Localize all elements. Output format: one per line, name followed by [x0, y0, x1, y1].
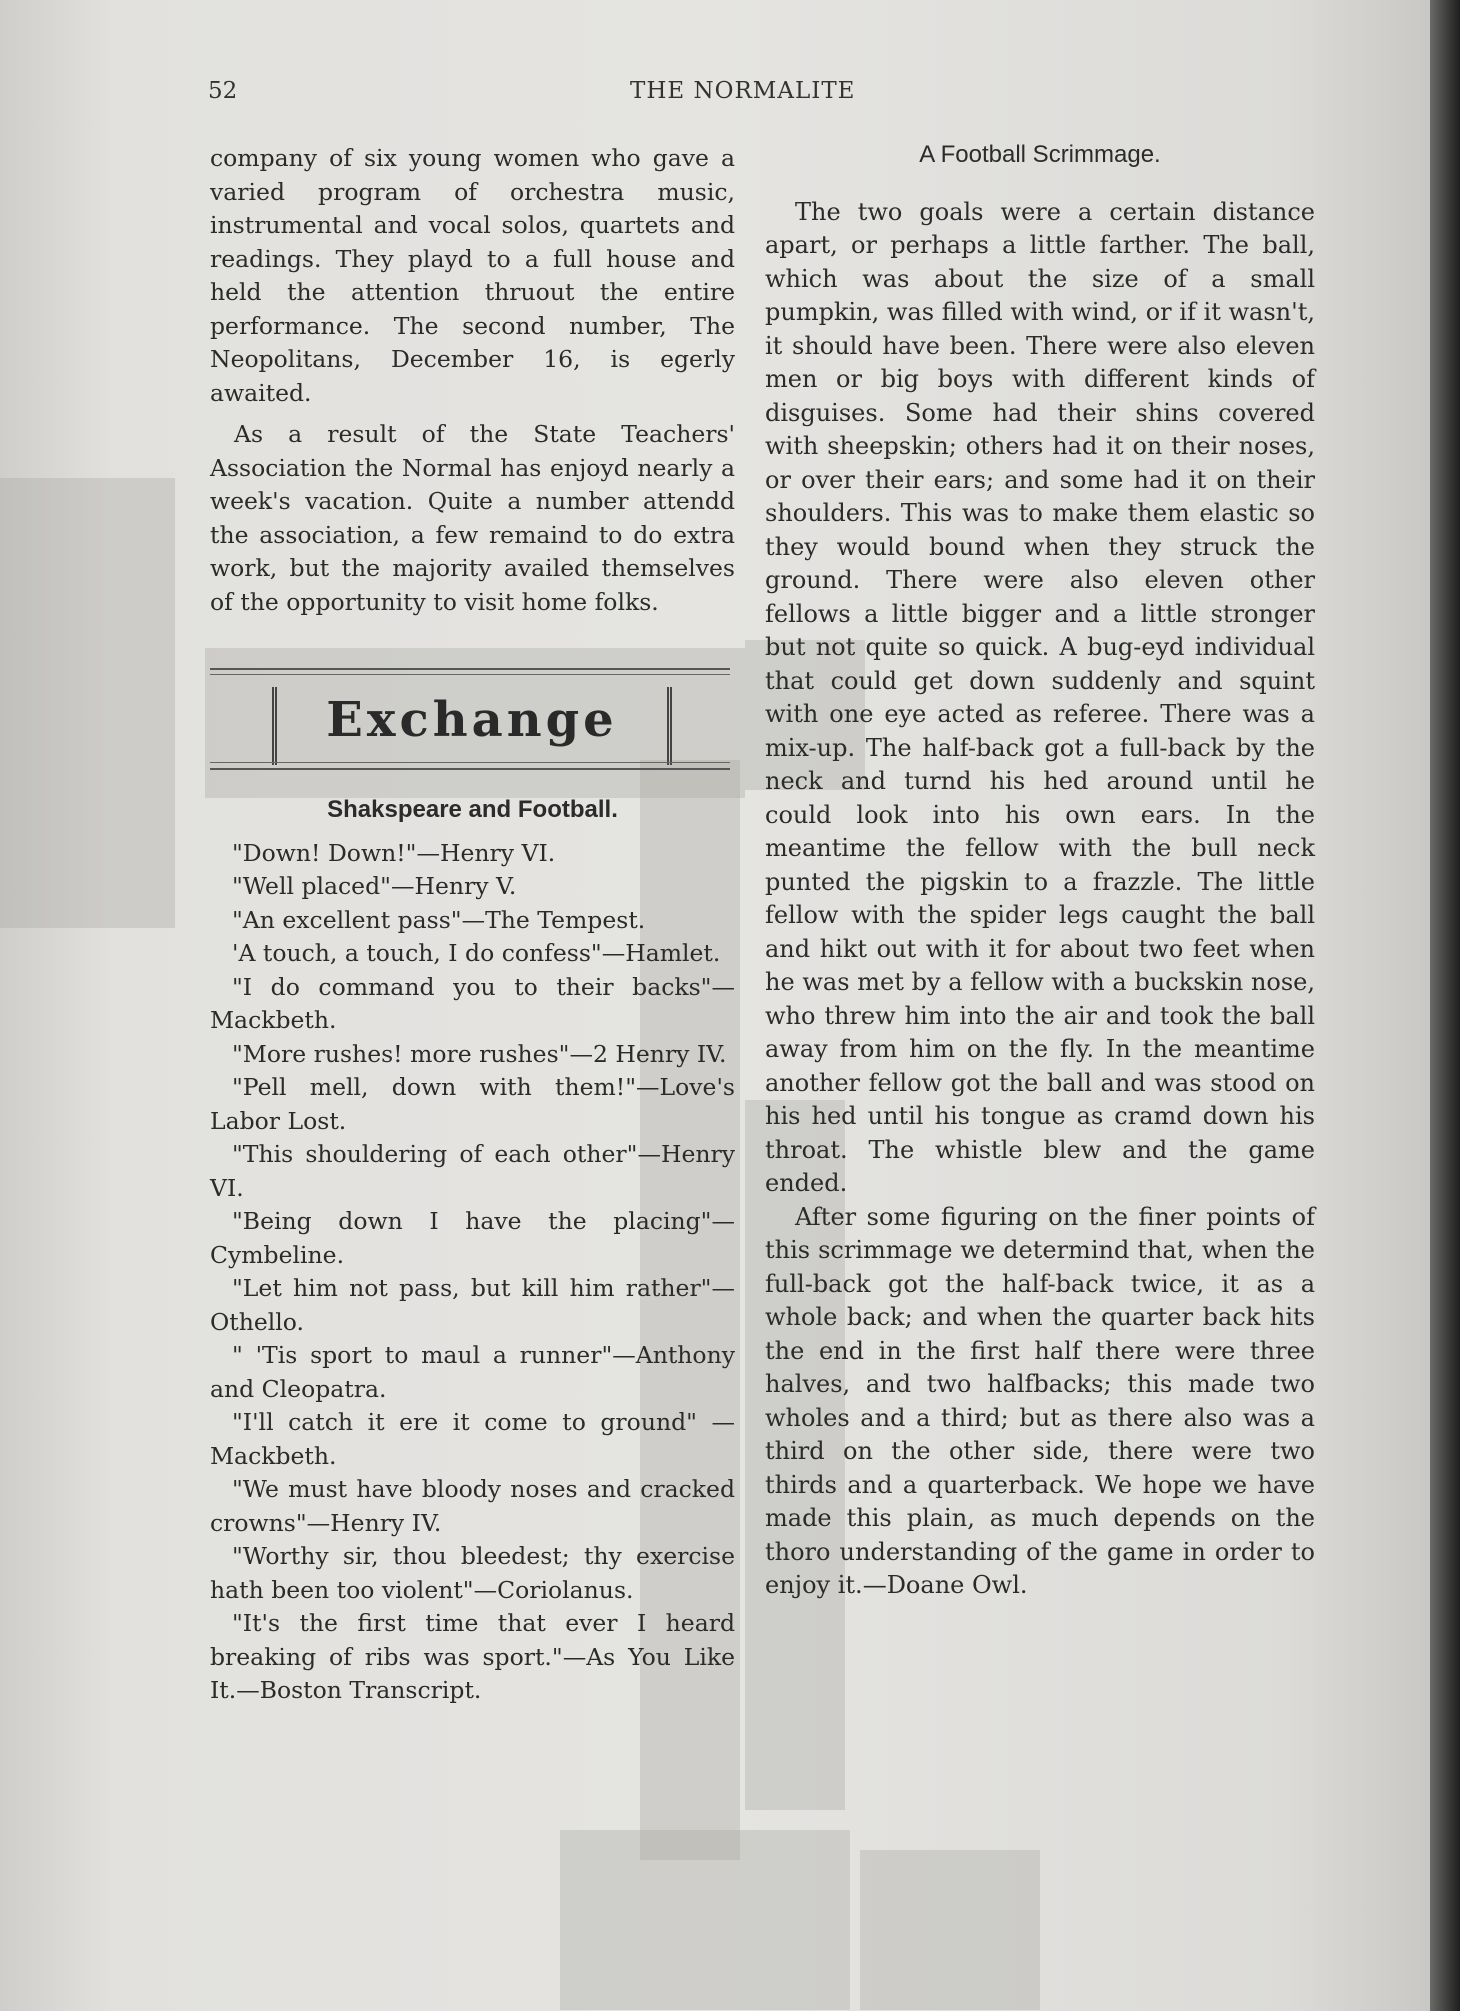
- shakspeare-quotes: [210, 793, 735, 1708]
- quote: "Being down I have the placing"—Cymbeline.: [210, 1207, 735, 1269]
- page-title: THE NORMALITE: [630, 78, 856, 104]
- page-edge-shadow: [1430, 0, 1460, 2011]
- quote: "An excellent pass"—The Tempest.: [232, 905, 646, 934]
- divider: [210, 762, 730, 763]
- page-number: 52: [208, 78, 238, 104]
- tape-strip: [0, 478, 175, 928]
- quote: " 'Tis sport to maul a runner"—Anthony and Cleopatra.: [210, 1341, 735, 1403]
- left-column-text: [210, 142, 735, 619]
- quote: "Well placed"—Henry V.: [232, 872, 517, 900]
- tape-strip: [860, 1850, 1040, 2010]
- quote: "It's the first time that ever I heard breaking of ribs was sport."—As You Like It.—Boston Transcript.: [210, 1609, 735, 1704]
- quote: "Worthy sir, thou bleedest; thy exercise hath been too violent"—Coriolanus.: [210, 1542, 735, 1604]
- section-subtitle: Shakspeare and Football.: [327, 796, 618, 823]
- quote: "Pell mell, down with them!"—Love's Labor Lost.: [210, 1073, 735, 1135]
- paragraph: As a result of the State Teachers' Association the Normal has enjoyd nearly a week's vacation. Quite a number attendd the association, a few remaind to do extra work, but the majority availed themselves of the opportunity to visit home folks.: [210, 420, 735, 616]
- quote: "This shouldering of each other"—Henry VI.: [210, 1140, 735, 1202]
- paragraph: After some figuring on the finer points of this scrimmage we determind that, when the full-back got the half-back twice, it as a whole back; and when the quarter back hits the end in the first half there were three halves, and two halfbacks; this made two wholes and a third; but as there also was a third on the other side, there were two thirds and a quarterback. We hope we have made this plain, as much depends on the thoro understanding of the game in order to enjoy it.—Doane Owl.: [765, 1202, 1315, 1599]
- football-scrimmage-article: [765, 138, 1315, 1603]
- divider: [210, 674, 730, 675]
- quote: 'A touch, a touch, I do confess"—Hamlet.: [232, 939, 721, 967]
- quote: "We must have bloody noses and cracked crowns"—Henry IV.: [210, 1475, 735, 1537]
- article-title: A Football Scrimmage.: [919, 141, 1161, 168]
- tape-strip: [560, 1830, 850, 2010]
- quote: "Let him not pass, but kill him rather"—Othello.: [210, 1274, 735, 1336]
- exchange-banner: Exchange: [326, 692, 618, 748]
- quote: "Down! Down!"—Henry VI.: [232, 838, 556, 867]
- quote: "I do command you to their backs"—Mackbeth.: [210, 972, 735, 1034]
- divider: [210, 668, 730, 670]
- paragraph: company of six young women who gave a varied program of orchestra music, instrumental and vocal solos, quartets and readings. They playd to a full house and held the attention thruout the entire performance. The second number, The Neopolitans, December 16, is egerly awaited.: [210, 144, 735, 407]
- paragraph: The two goals were a certain distance apart, or perhaps a little farther. The ball, which was about the size of a small pumpkin, was filled with wind, or if it wasn't, it should have been. There were also eleven men or big boys with different kinds of disguises. Some had their shins covered with sheepskin; others had it on their noses, or over their ears; and some had it on their shoulders. This was to make them elastic so they would bound when they struck the ground. There were also eleven other fellows a little bigger and a little stronger but not quite so quick. A bug-eyd individual that could get down suddenly and squint with one eye acted as referee. There was a mix-up. The half-back got a full-back by the neck and turnd his hed around until he could look into his own ears. In the meantime the fellow with the bull neck punted the pigskin to a frazzle. The little fellow with the spider legs caught the ball and hikt out with it for about two feet when he was met by a fellow with a buckskin nose, who threw him into the air and took the ball away from him on the fly. In the meantime another fellow got the ball and was stood on his hed until his tongue as cramd down his throat. The whistle blew and the game ended.: [765, 197, 1315, 1197]
- quote: "I'll catch it ere it come to ground" —Mackbeth.: [210, 1408, 735, 1470]
- divider: [210, 768, 730, 770]
- quote: "More rushes! more rushes"—2 Henry IV.: [232, 1039, 727, 1068]
